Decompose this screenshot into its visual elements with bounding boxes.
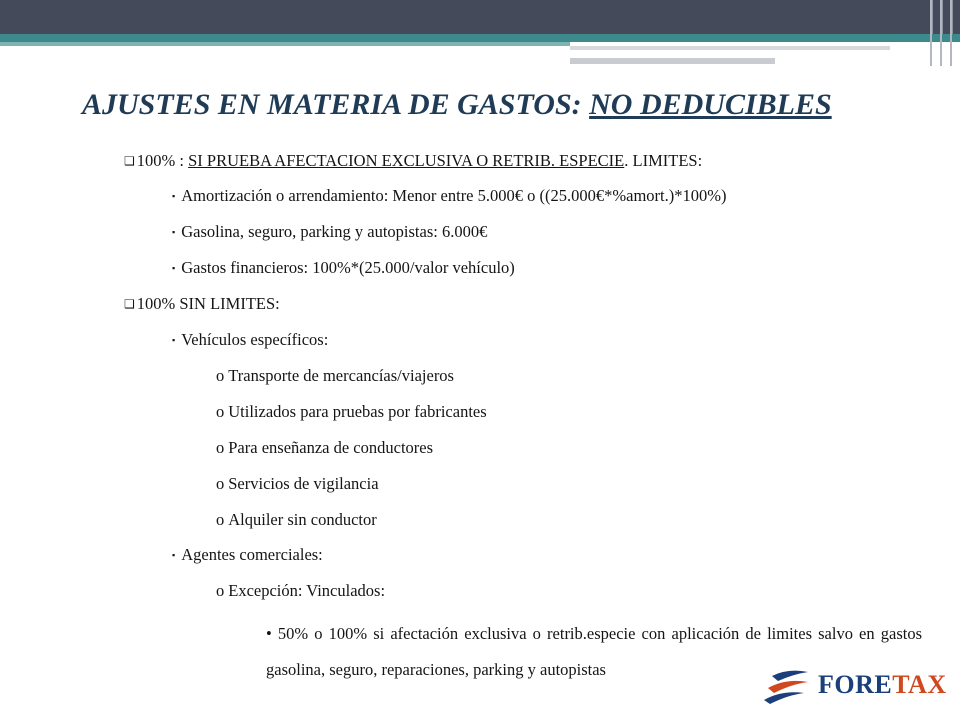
header-strip bbox=[570, 46, 890, 50]
list-item-text: Servicios de vigilancia bbox=[228, 474, 379, 493]
section1-suffix: . LIMITES: bbox=[624, 151, 703, 170]
slide-title bbox=[82, 88, 902, 122]
list-item bbox=[216, 438, 433, 458]
list-item bbox=[216, 474, 379, 494]
section1-heading bbox=[124, 151, 702, 171]
logo-swoosh-icon bbox=[764, 666, 814, 706]
circle-bullet-icon: o bbox=[216, 510, 225, 529]
logo-part-fore: FORE bbox=[818, 670, 893, 699]
header-accent-band-light bbox=[0, 42, 570, 46]
logo-wordmark bbox=[818, 670, 947, 700]
list-item-text: Alquiler sin conductor bbox=[228, 510, 377, 529]
group2-label: Agentes comerciales: bbox=[181, 545, 323, 564]
square-bullet-icon: ▪ bbox=[172, 227, 176, 237]
section2-heading bbox=[124, 294, 280, 314]
section1-prefix: 100% : bbox=[136, 151, 189, 170]
square-bullet-icon: ▪ bbox=[172, 335, 176, 345]
square-bullet-icon: ▪ bbox=[172, 191, 176, 201]
list-item-text: Amortización o arrendamiento: Menor entre 5.000€ o ((25.000€*%amort.)*100%) bbox=[181, 186, 727, 205]
group-heading bbox=[172, 330, 328, 350]
foretax-logo bbox=[764, 666, 954, 706]
title-underlined: NO DEDUCIBLES bbox=[589, 88, 832, 121]
list-item-text: Gasolina, seguro, parking y autopistas: 6.000€ bbox=[181, 222, 488, 241]
circle-bullet-icon: o bbox=[216, 366, 225, 385]
list-item bbox=[216, 366, 454, 386]
list-item-text: Para enseñanza de conductores bbox=[228, 438, 434, 457]
list-item bbox=[172, 258, 515, 278]
detail-text: 50% o 100% si afectación exclusiva o retrib.especie con aplicación de limites salvo en gastos gasolina, seguro, reparaciones, parking y autopistas bbox=[266, 624, 922, 679]
header-accent-band bbox=[0, 34, 960, 42]
list-item-text: Transporte de mercancías/viajeros bbox=[228, 366, 454, 385]
group1-label: Vehículos específicos: bbox=[181, 330, 329, 349]
group-heading bbox=[172, 545, 323, 565]
circle-bullet-icon: o bbox=[216, 438, 225, 457]
square-bullet-icon: ▪ bbox=[172, 263, 176, 273]
logo-part-tax: TAX bbox=[892, 670, 947, 699]
checkbox-bullet-icon: ❑ bbox=[124, 297, 135, 311]
header-rail bbox=[920, 0, 960, 66]
section2-label: 100% SIN LIMITES: bbox=[136, 294, 280, 313]
section1-underlined: SI PRUEBA AFECTACION EXCLUSIVA O RETRIB. ESPECIE bbox=[188, 151, 625, 170]
header-strip bbox=[570, 58, 775, 64]
list-item bbox=[172, 186, 726, 206]
group2-sub: Excepción: Vinculados: bbox=[228, 581, 386, 600]
dot-bullet-icon: • bbox=[266, 624, 272, 643]
list-item-text: Gastos financieros: 100%*(25.000/valor vehículo) bbox=[181, 258, 515, 277]
square-bullet-icon: ▪ bbox=[172, 550, 176, 560]
list-item-text: Utilizados para pruebas por fabricantes bbox=[228, 402, 487, 421]
circle-bullet-icon: o bbox=[216, 581, 225, 600]
circle-bullet-icon: o bbox=[216, 474, 225, 493]
checkbox-bullet-icon: ❑ bbox=[124, 154, 135, 168]
list-item bbox=[216, 510, 377, 530]
list-item bbox=[216, 581, 385, 601]
list-item bbox=[172, 222, 487, 242]
header-bar bbox=[0, 0, 960, 34]
list-item bbox=[216, 402, 487, 422]
circle-bullet-icon: o bbox=[216, 402, 225, 421]
title-prefix: AJUSTES EN MATERIA DE GASTOS: bbox=[82, 88, 590, 121]
